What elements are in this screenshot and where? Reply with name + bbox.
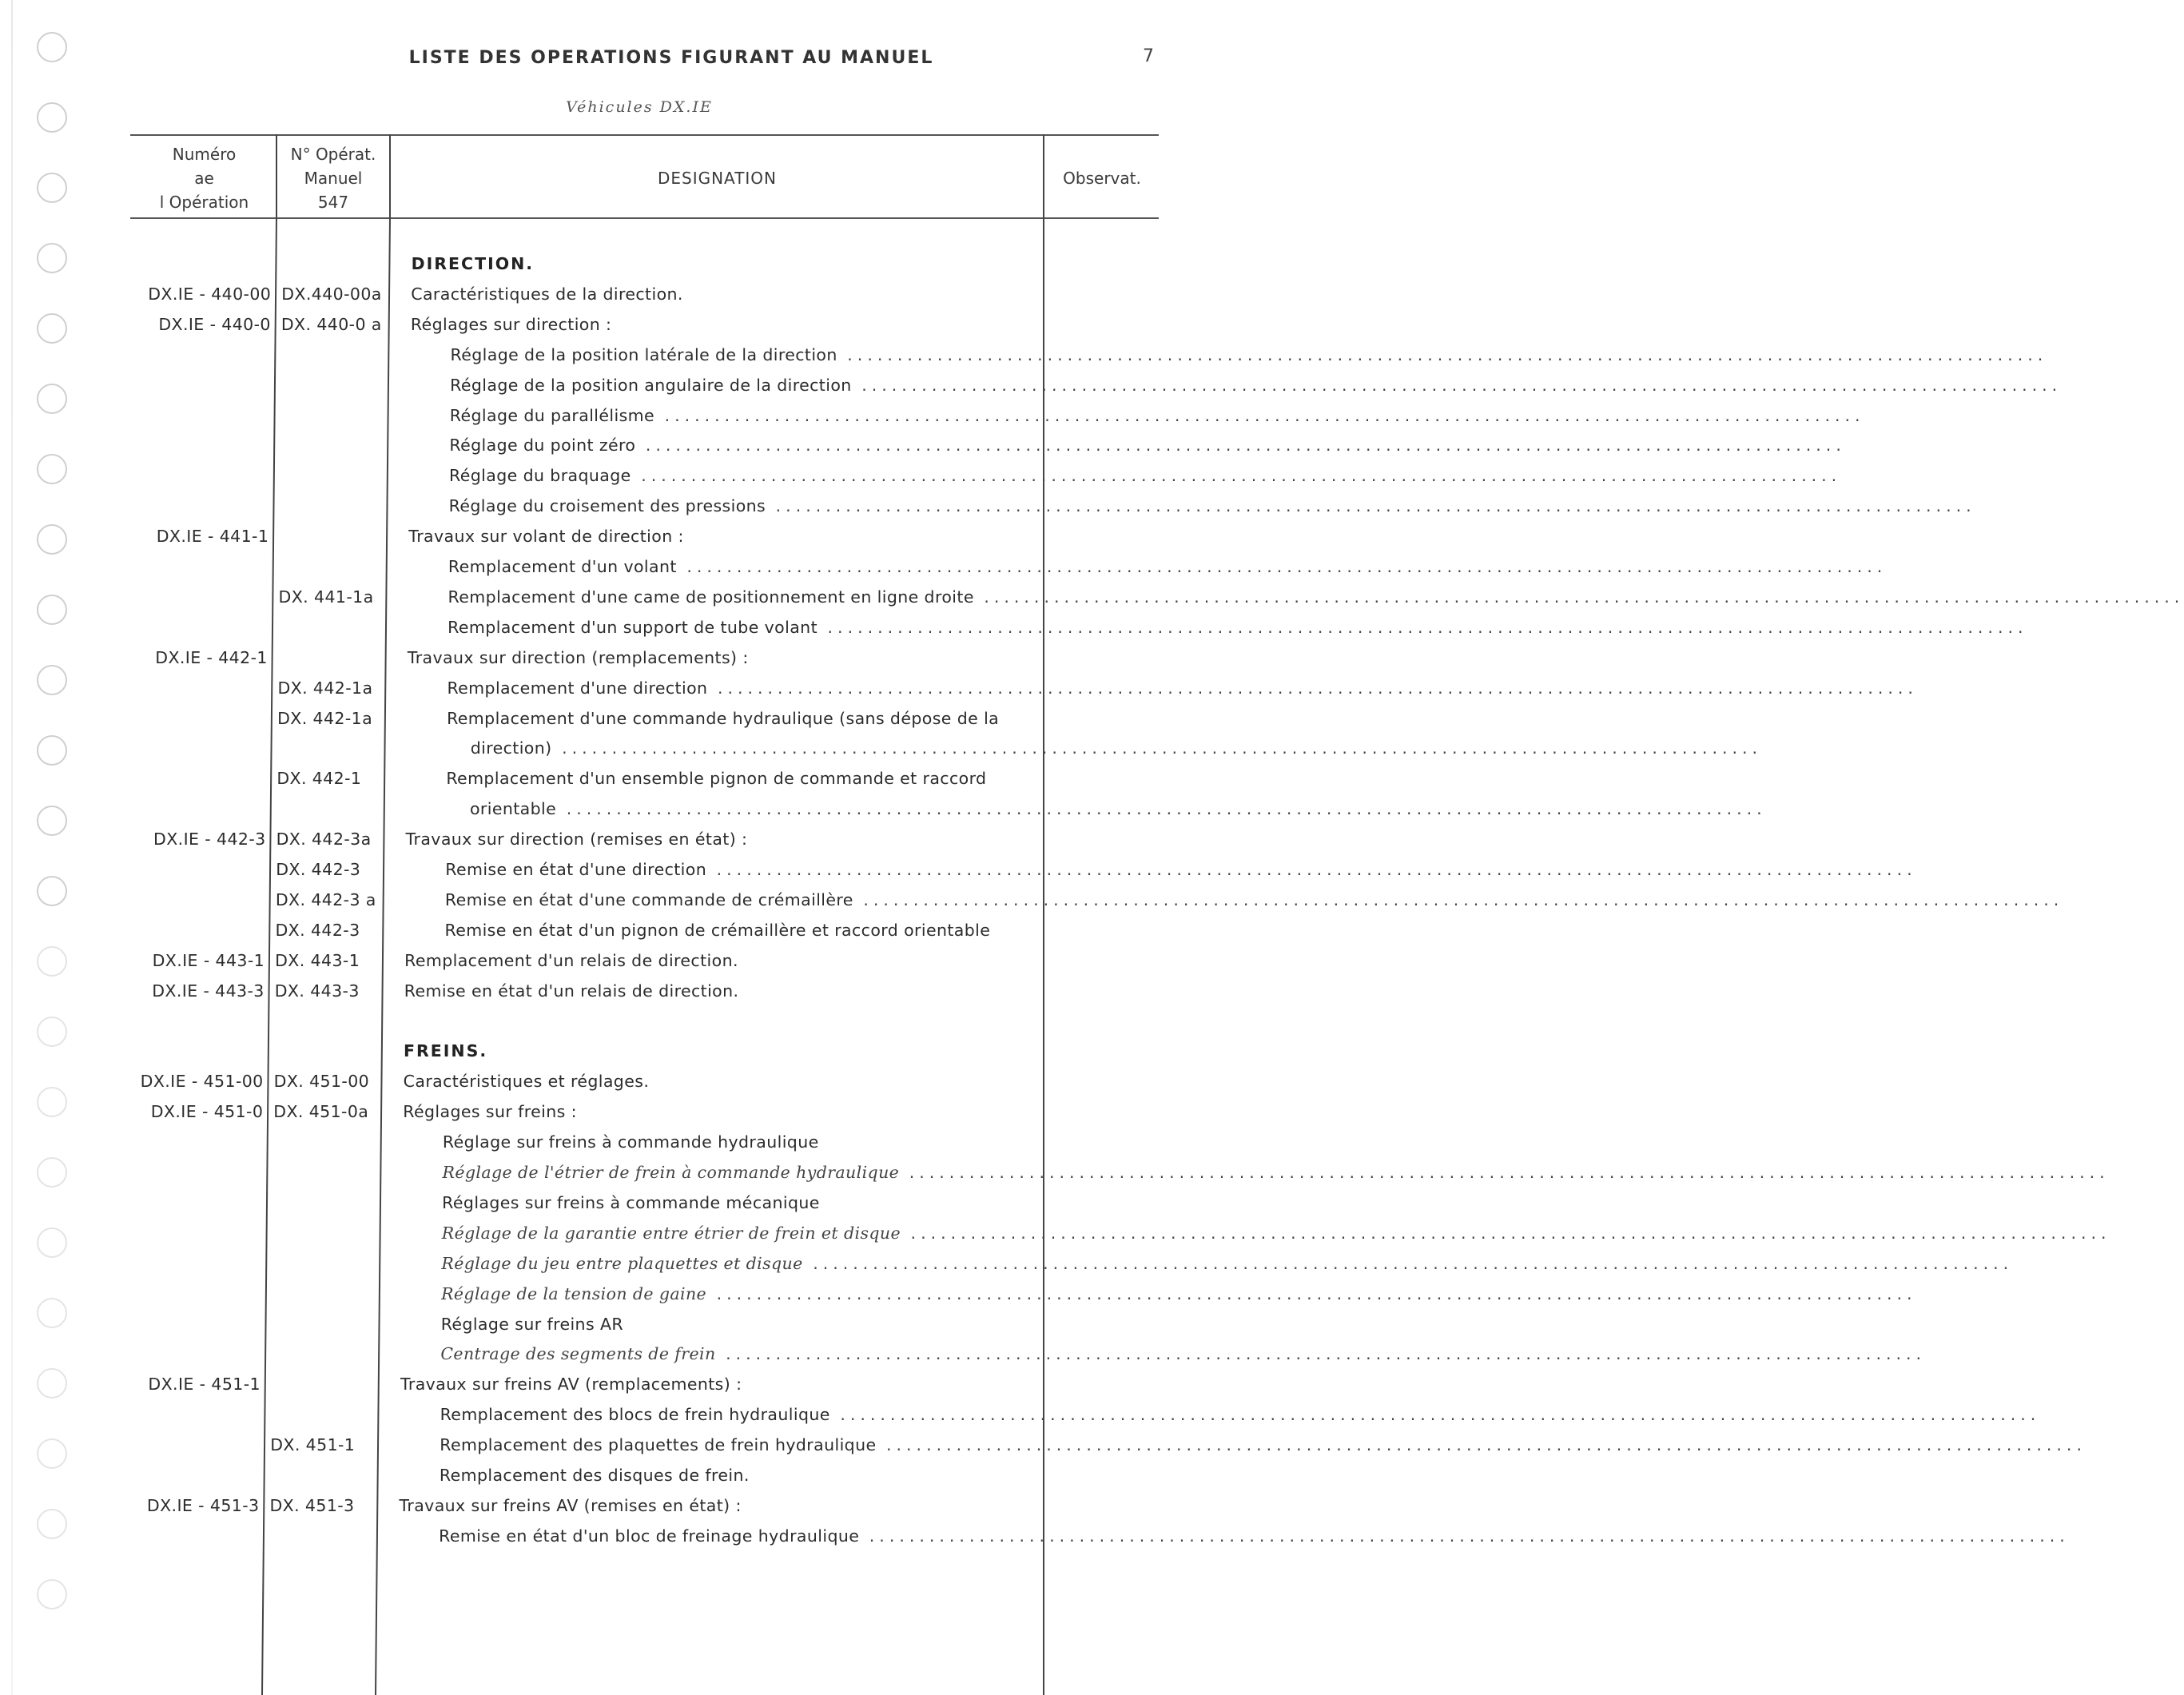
table-row (0, 764, 1199, 793)
designation-text: Remise en état d'une direction (445, 860, 707, 879)
operation-number: DX.IE - 451-1 (148, 1375, 261, 1395)
designation-text: Travaux sur direction (remises en état) : (405, 830, 748, 849)
designation (441, 1310, 1016, 1339)
dot-leader: ........................................................................................................................ (829, 1405, 2041, 1425)
table-row (0, 371, 2063, 400)
designation (439, 1522, 2070, 1550)
designation-text: Centrage des segments de frein (440, 1344, 716, 1364)
operation-number: DX.IE - 440-0 (158, 314, 271, 334)
designation (404, 977, 1016, 1005)
manual-operation: DX. 443-3 (274, 981, 360, 1001)
designation-text: Réglage sur freins AR (440, 1314, 624, 1334)
designation-text: Réglage du croisement des pressions (448, 496, 766, 516)
header-num-line-1: Numéro (172, 145, 237, 164)
designation-text: Remplacement d'un volant (448, 557, 677, 576)
table-row (0, 704, 1199, 733)
manual-operation: DX. 442-1 (276, 769, 362, 789)
dot-leader: ........................................................................................................................ (859, 1526, 2070, 1546)
designation (408, 643, 1016, 672)
header-num (134, 142, 274, 214)
table-row (0, 310, 1199, 339)
designation (406, 825, 1016, 853)
designation (404, 946, 1016, 975)
operation-number: DX.IE - 451-0 (150, 1102, 264, 1122)
designation (447, 674, 1918, 702)
designation (408, 522, 1016, 551)
designation (412, 249, 1016, 278)
dot-leader: ........................................................................................................................ (551, 738, 1763, 758)
designation (448, 491, 1976, 520)
designation (442, 1188, 1016, 1217)
designation (449, 401, 1865, 430)
table-row (0, 885, 2064, 914)
designation-text: direction) (470, 738, 552, 758)
table-row (0, 461, 1842, 490)
table-row (0, 249, 1199, 278)
manual-operation: DX. 441-1a (278, 587, 374, 607)
designation (403, 1097, 1016, 1126)
designation (442, 1158, 2110, 1187)
operation-number: DX.IE - 440-00 (148, 284, 272, 304)
table-row (0, 855, 1917, 884)
table-row (0, 946, 1199, 975)
dot-leader: ........................................................................................................................ (853, 889, 2064, 909)
designation-text: Remplacement d'un support de tube volant (448, 617, 818, 637)
operation-number: DX.IE - 442-1 (155, 647, 268, 667)
table-row (0, 340, 2048, 369)
designation-text: Remplacement des disques de frein. (439, 1466, 750, 1485)
designation-text: Réglages sur direction : (410, 314, 612, 334)
designation (450, 340, 2048, 369)
manual-operation: DX. 442-3 a (275, 889, 376, 909)
designation-text: orientable (469, 799, 557, 819)
operation-number: DX.IE - 441-1 (156, 527, 269, 547)
table-row (0, 674, 1918, 702)
designation (448, 613, 2028, 642)
operation-number: DX.IE - 443-3 (152, 981, 265, 1001)
table-row (0, 734, 1763, 762)
designation (445, 855, 1917, 884)
header-num-line-3: l Opération (159, 193, 249, 212)
designation (448, 552, 1888, 581)
header-designation: DESIGNATION (657, 169, 778, 188)
designation-text: Caractéristiques et réglages. (403, 1072, 650, 1092)
manual-operation: DX. 442-3 (276, 860, 361, 879)
header-num-line-2: ae (194, 169, 214, 188)
table-row (0, 1219, 2111, 1247)
designation-text: Remplacement d'une came de positionnement en ligne droite (448, 587, 974, 607)
table-row (0, 1097, 1199, 1126)
designation (441, 1249, 2014, 1278)
designation (448, 583, 2184, 611)
designation-text: Travaux sur volant de direction : (408, 527, 684, 547)
designation-text: Réglage de la position angulaire de la direction (450, 375, 852, 395)
designation (440, 1430, 2087, 1459)
designation-text: Réglage de la tension de gaine (441, 1283, 707, 1303)
designation-text: Remplacement d'une direction (447, 678, 708, 698)
dot-leader: ........................................................................................................................ (631, 466, 1842, 486)
table-row (0, 1036, 1199, 1065)
table-row (0, 1128, 1199, 1156)
designation (469, 794, 1767, 823)
table-row (0, 1400, 2041, 1429)
manual-operation: DX. 442-1a (277, 708, 373, 728)
dot-leader: ........................................................................................................................ (707, 678, 1918, 698)
manual-operation: DX. 442-1a (277, 678, 373, 698)
designation-text: Réglage du braquage (449, 466, 631, 486)
table-row (0, 522, 1199, 551)
designation-text: Remise en état d'un bloc de freinage hydraulique (439, 1526, 860, 1546)
dot-leader: ........................................................................................................................ (851, 375, 2063, 395)
manual-operation: DX. 451-1 (270, 1435, 356, 1455)
table-row (0, 613, 2028, 642)
dot-leader: ........................................................................................................................ (876, 1435, 2087, 1455)
designation-text: Réglage sur freins à commande hydraulique (442, 1132, 819, 1152)
page-subtitle: Véhicules DX.IE (566, 98, 713, 116)
table-row (0, 552, 1888, 581)
designation (443, 1128, 1016, 1156)
designation-text: Travaux sur freins AV (remplacements) : (400, 1375, 742, 1395)
designation (440, 1339, 1927, 1368)
table-row (0, 431, 1846, 460)
designation-text: DIRECTION. (411, 254, 535, 273)
table-row (0, 1310, 1199, 1339)
designation (404, 1067, 1016, 1096)
designation (441, 1219, 2111, 1247)
header-observations: Observat. (1063, 169, 1141, 188)
manual-operation: DX. 442-3a (276, 830, 372, 849)
operation-number: DX.IE - 443-1 (152, 950, 265, 970)
designation (446, 764, 1016, 793)
dot-leader: ........................................................................................................................ (802, 1253, 2014, 1273)
designation (450, 371, 2063, 400)
table-row (0, 401, 1865, 430)
manual-operation: DX. 442-3 (275, 920, 360, 940)
designation-text: Réglages sur freins à commande mécanique (442, 1192, 820, 1212)
designation (444, 885, 2064, 914)
table-row (0, 1067, 1199, 1096)
designation-text: Remise en état d'un pignon de crémaillère et raccord orientable (444, 920, 991, 940)
table-row (0, 1249, 2014, 1278)
designation-text: Travaux sur direction (remplacements) : (407, 647, 749, 667)
designation (411, 310, 1016, 339)
table-row (0, 491, 1976, 520)
dot-leader: ........................................................................................................................ (715, 1344, 1927, 1364)
designation-text: Réglages sur freins : (403, 1102, 577, 1122)
header-op (278, 142, 388, 214)
manual-operation: DX. 451-0a (273, 1102, 369, 1122)
dot-leader: ........................................................................................................................ (837, 344, 2048, 364)
table-row (0, 1339, 1927, 1368)
designation (400, 1370, 1016, 1399)
table-row (0, 1188, 1199, 1217)
designation (399, 1491, 1016, 1520)
table-row (0, 583, 2184, 611)
designation (440, 1400, 2041, 1429)
manual-operation: DX. 440-0 a (280, 314, 382, 334)
manual-operation: DX. 451-3 (269, 1495, 355, 1515)
designation (444, 916, 1016, 945)
dot-leader: ........................................................................................................................ (635, 436, 1846, 456)
table-row (0, 1158, 2110, 1187)
dot-leader: ........................................................................................................................ (676, 557, 1888, 576)
dot-leader: ........................................................................................................................ (706, 860, 1917, 879)
designation-text: Réglage de l'étrier de frein à commande hydraulique (442, 1163, 900, 1182)
designation-text: Remplacement des plaquettes de frein hydraulique (440, 1435, 877, 1455)
designation-text: Remplacement d'un ensemble pignon de commande et raccord (446, 769, 987, 789)
designation-text: Remplacement des blocs de frein hydraulique (440, 1405, 830, 1425)
manual-operation: DX. 443-1 (275, 950, 360, 970)
designation-text: Travaux sur freins AV (remises en état) : (399, 1495, 742, 1515)
dot-leader: ........................................................................................................................ (901, 1223, 2111, 1243)
designation-text: Remise en état d'une commande de crémaillère (444, 889, 853, 909)
dot-leader: ........................................................................................................................ (899, 1163, 2110, 1182)
designation-text: Réglage du parallélisme (449, 405, 655, 425)
designation-text: Réglage du point zéro (449, 436, 636, 456)
designation (404, 1036, 1016, 1065)
table-row (0, 1491, 1199, 1520)
dot-leader: ........................................................................................................................ (818, 617, 2028, 637)
dot-leader: ........................................................................................................................ (556, 799, 1767, 819)
table-row (0, 916, 1199, 945)
designation-text: Remplacement d'un relais de direction. (404, 950, 738, 970)
designation-text: Réglage du jeu entre plaquettes et disque (441, 1253, 803, 1273)
table-row (0, 794, 1767, 823)
designation-text: Réglage de la position latérale de la direction (450, 344, 837, 364)
dot-leader: ........................................................................................................................ (973, 587, 2184, 607)
page-number: 7 (1143, 46, 1154, 66)
designation (440, 1461, 1016, 1490)
manual-operation: DX. 451-00 (273, 1072, 370, 1092)
table-row (0, 1522, 2070, 1550)
dot-leader: ........................................................................................................................ (766, 496, 1976, 516)
table-row (0, 977, 1199, 1005)
operation-number: DX.IE - 442-3 (153, 830, 266, 849)
dot-leader: ........................................................................................................................ (654, 405, 1865, 425)
dot-leader: ........................................................................................................................ (706, 1283, 1917, 1303)
designation-text: FREINS. (404, 1041, 488, 1061)
designation-text: Réglage de la garantie entre étrier de frein et disque (441, 1223, 901, 1243)
page-title: LISTE DES OPERATIONS FIGURANT AU MANUEL (408, 48, 934, 68)
designation (411, 280, 1016, 308)
operation-number: DX.IE - 451-3 (146, 1495, 260, 1515)
designation (449, 431, 1846, 460)
manual-operation: DX.440-00a (281, 284, 382, 304)
designation (449, 461, 1842, 490)
table-row (0, 280, 1199, 308)
operation-number: DX.IE - 451-00 (140, 1072, 264, 1092)
table-row (0, 1430, 2087, 1459)
designation-text: Remise en état d'un relais de direction. (404, 981, 739, 1001)
table-row (0, 1461, 1199, 1490)
table-row (0, 1370, 1199, 1399)
designation-text: Remplacement d'une commande hydraulique (sans dépose de la (447, 708, 1000, 728)
designation (441, 1279, 1917, 1308)
table-row (0, 825, 1199, 853)
designation-text: Caractéristiques de la direction. (411, 284, 683, 304)
table-row (0, 1007, 1199, 1036)
table-row (0, 643, 1199, 672)
designation (470, 734, 1763, 762)
table-row (0, 1279, 1917, 1308)
designation (447, 704, 1016, 733)
header-op-line-3: 547 (317, 193, 349, 212)
header-op-line-2: Manuel (304, 169, 363, 188)
header-op-line-1: N° Opérat. (290, 145, 376, 164)
